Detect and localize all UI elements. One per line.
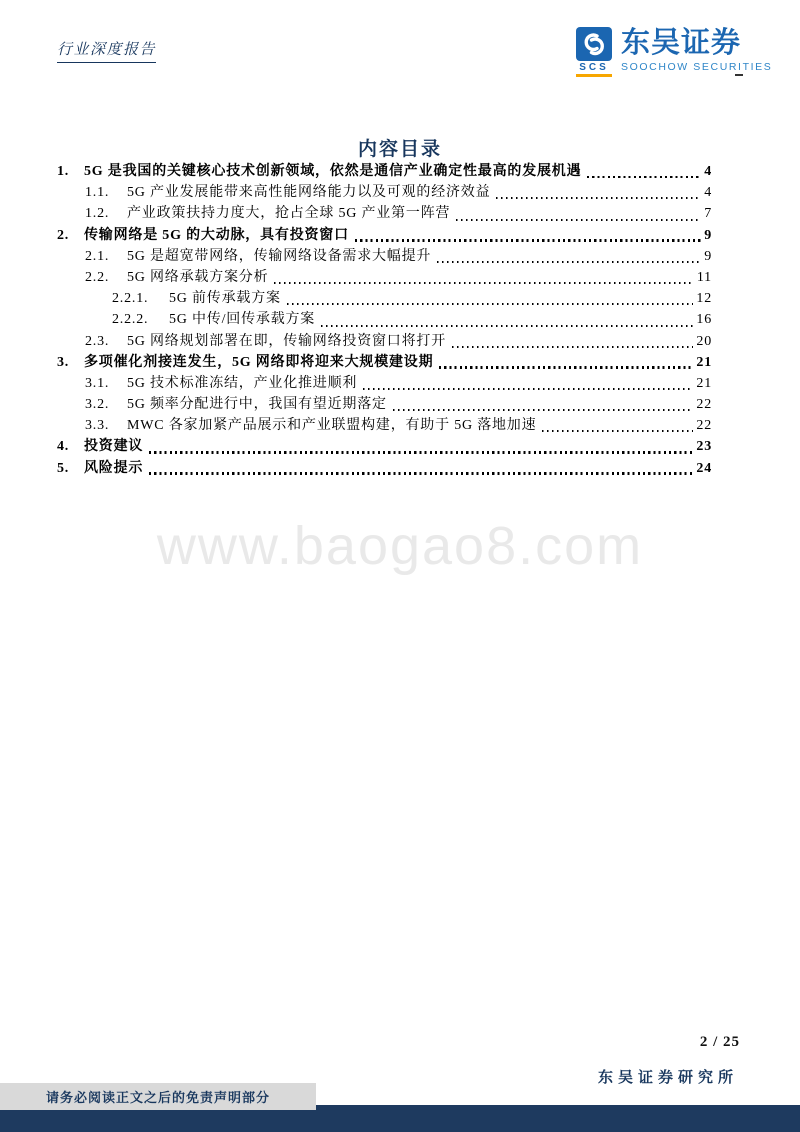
toc-dot-leader [587,176,701,178]
toc-entry-title: 5G 技术标准冻结，产业化推进顺利 [127,375,358,391]
toc-entry-page: 22 [696,397,712,413]
logo-scs-text: SCS [576,62,612,77]
toc-dot-leader [439,366,693,368]
toc-entry-number: 1. [57,164,70,179]
toc-entry-page: 12 [696,291,712,307]
toc-entry-number: 1.1. [85,185,110,201]
toc-dot-leader [456,219,701,221]
disclaimer-notice: 请务必阅读正文之后的免责声明部分 [0,1083,316,1110]
toc-entry[interactable] [57,373,712,394]
toc-entry-number: 2.2. [85,269,110,285]
toc-entry-title: 5G 是我国的关键核心技术创新领域，依然是通信产业确定性最高的发展机遇 [84,164,582,179]
toc-entry-page: 23 [696,439,712,455]
toc-entry[interactable] [57,203,712,224]
toc-entry-title: 5G 是超宽带网络，传输网络设备需求大幅提升 [127,248,432,264]
toc-title: 内容目录 [357,139,442,160]
toc-dot-leader [274,282,693,284]
toc-entry[interactable] [57,161,712,182]
toc-entry-title: 产业政策扶持力度大，抢占全球 5G 产业第一阵营 [127,206,451,222]
toc-entry[interactable] [57,225,712,246]
soochow-interlock-icon [576,27,612,61]
toc-entry-title: 投资建议 [84,439,144,455]
toc-entry-number: 3.1. [85,375,110,391]
toc-entry[interactable] [57,182,712,203]
toc-entry-title: 5G 产业发展能带来高性能网络能力以及可观的经济效益 [127,185,491,201]
toc-dot-leader [363,388,693,390]
page-indicator: 2 / 25 [699,1034,740,1050]
toc-entry-page: 16 [696,312,712,328]
toc-entry-page: 11 [696,269,712,285]
toc-entry-title: 5G 中传/回传承载方案 [169,312,316,328]
toc-entry-page: 4 [704,164,712,179]
toc-entry-number: 2.2.1. [112,291,149,307]
toc-entry-title: 多项催化剂接连发生，5G 网络即将迎来大规模建设期 [84,354,434,370]
toc-entry-number: 5. [57,460,70,476]
watermark-text: www.baogao8.com [156,516,644,576]
toc-entry[interactable] [57,394,712,415]
toc-dot-leader [355,239,701,241]
logo-mark [575,27,613,77]
toc-entry-page: 9 [704,227,712,243]
toc-entry-page: 7 [704,206,712,222]
header-dash-mark [735,74,743,76]
toc-entry[interactable] [57,352,712,373]
toc-entry-number: 3. [57,354,70,370]
toc-dot-leader [321,325,693,327]
toc-entry-page: 22 [696,418,712,434]
table-of-contents [57,161,712,479]
toc-dot-leader [437,261,701,263]
toc-dot-leader [393,409,694,411]
toc-entry-title: 5G 频率分配进行中，我国有望近期落定 [127,397,387,413]
brand-name-cn: 东吴证券 [621,27,742,59]
toc-dot-leader [542,430,693,432]
toc-entry-page: 24 [696,460,712,476]
toc-entry[interactable] [57,436,712,457]
toc-entry-title: 5G 前传承载方案 [169,291,281,307]
brand-logo [575,27,772,77]
toc-entry-title: 5G 网络规划部署在即，传输网络投资窗口将打开 [127,333,447,349]
logo-text [621,27,772,73]
report-type-label: 行业深度报告 [57,38,156,63]
brand-name-en: SOOCHOW SECURITIES [621,61,773,73]
toc-entry[interactable] [57,415,712,436]
toc-entry-number: 2.1. [85,248,110,264]
toc-entry-title: MWC 各家加紧产品展示和产业联盟构建，有助于 5G 落地加速 [127,418,537,434]
toc-entry-page: 21 [696,375,712,391]
toc-entry-number: 4. [57,439,70,455]
toc-entry[interactable] [57,267,712,288]
toc-entry-page: 4 [704,185,712,201]
toc-entry-page: 20 [696,333,712,349]
toc-dot-leader [149,451,693,453]
toc-entry-title: 5G 网络承载方案分析 [127,269,269,285]
toc-entry-number: 1.2. [85,206,110,222]
toc-entry[interactable] [57,309,712,330]
toc-entry-number: 3.3. [85,418,110,434]
toc-entry-page: 9 [704,248,712,264]
toc-dot-leader [149,472,693,474]
toc-dot-leader [496,197,701,199]
toc-entry[interactable] [57,246,712,267]
toc-dot-leader [452,346,693,348]
toc-entry-number: 2. [57,227,70,243]
toc-entry-title: 风险提示 [84,460,144,476]
toc-entry-number: 3.2. [85,397,110,413]
toc-entry[interactable] [57,331,712,352]
institute-label: 东吴证券研究所 [597,1070,738,1086]
toc-dot-leader [287,303,694,305]
toc-entry[interactable] [57,458,712,479]
toc-entry-number: 2.3. [85,333,110,349]
toc-entry[interactable] [57,288,712,309]
toc-entry-page: 21 [696,354,712,370]
toc-entry-title: 传输网络是 5G 的大动脉，具有投资窗口 [84,227,349,243]
toc-entry-number: 2.2.2. [112,312,149,328]
